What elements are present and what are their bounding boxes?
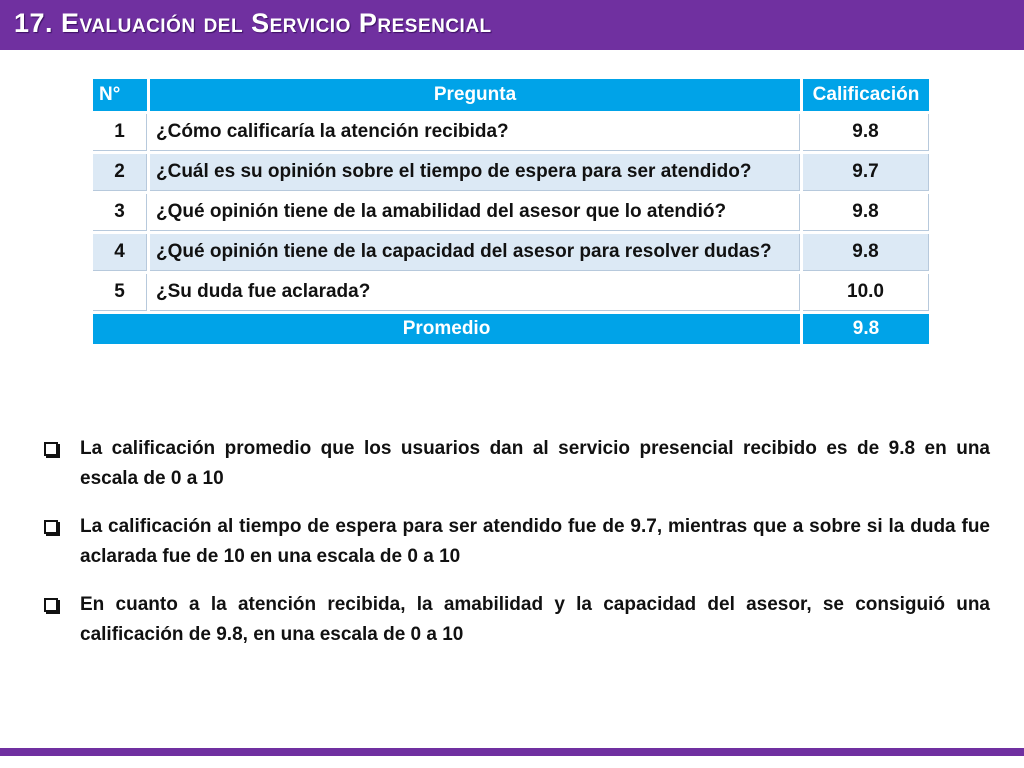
row-number: 2	[93, 154, 147, 191]
list-item	[44, 590, 990, 650]
checkbox-icon	[44, 598, 58, 612]
bullet-list	[44, 434, 990, 668]
row-score: 9.8	[803, 114, 929, 151]
slide-title: 17. Evaluación del Servicio Presencial	[14, 8, 492, 38]
row-number: 1	[93, 114, 147, 151]
row-question: ¿Qué opinión tiene de la capacidad del asesor para resolver dudas?	[150, 234, 800, 271]
table-row	[93, 154, 929, 191]
row-score: 9.8	[803, 234, 929, 271]
bullet-text: En cuanto a la atención recibida, la amabilidad y la capacidad del asesor, se consiguió una calificación de 9.8, en una escala de 0 a 10	[80, 594, 990, 645]
footer-bar	[0, 748, 1024, 756]
row-question: ¿Qué opinión tiene de la amabilidad del asesor que lo atendió?	[150, 194, 800, 231]
row-question: ¿Cómo calificaría la atención recibida?	[150, 114, 800, 151]
evaluation-table	[90, 76, 932, 347]
average-score: 9.8	[803, 314, 929, 344]
row-question: ¿Cuál es su opinión sobre el tiempo de espera para ser atendido?	[150, 154, 800, 191]
title-bar	[0, 0, 1024, 50]
row-number: 5	[93, 274, 147, 311]
table-row	[93, 114, 929, 151]
header-question: Pregunta	[150, 79, 800, 111]
average-label: Promedio	[93, 314, 800, 344]
average-row	[93, 314, 929, 344]
bullet-text: La calificación promedio que los usuarios dan al servicio presencial recibido es de 9.8 en una escala de 0 a 10	[80, 438, 990, 489]
list-item	[44, 512, 990, 572]
row-score: 9.7	[803, 154, 929, 191]
table-row	[93, 274, 929, 311]
list-item	[44, 434, 990, 494]
row-question: ¿Su duda fue aclarada?	[150, 274, 800, 311]
bullet-text: La calificación al tiempo de espera para ser atendido fue de 9.7, mientras que a sobre si la duda fue aclarada fue de 10 en una escala de 0 a 10	[80, 516, 990, 567]
header-number: N°	[93, 79, 147, 111]
row-number: 3	[93, 194, 147, 231]
header-score: Calificación	[803, 79, 929, 111]
checkbox-icon	[44, 442, 58, 456]
table-row	[93, 234, 929, 271]
row-score: 9.8	[803, 194, 929, 231]
row-number: 4	[93, 234, 147, 271]
table-header-row	[93, 79, 929, 111]
table-row	[93, 194, 929, 231]
row-score: 10.0	[803, 274, 929, 311]
checkbox-icon	[44, 520, 58, 534]
